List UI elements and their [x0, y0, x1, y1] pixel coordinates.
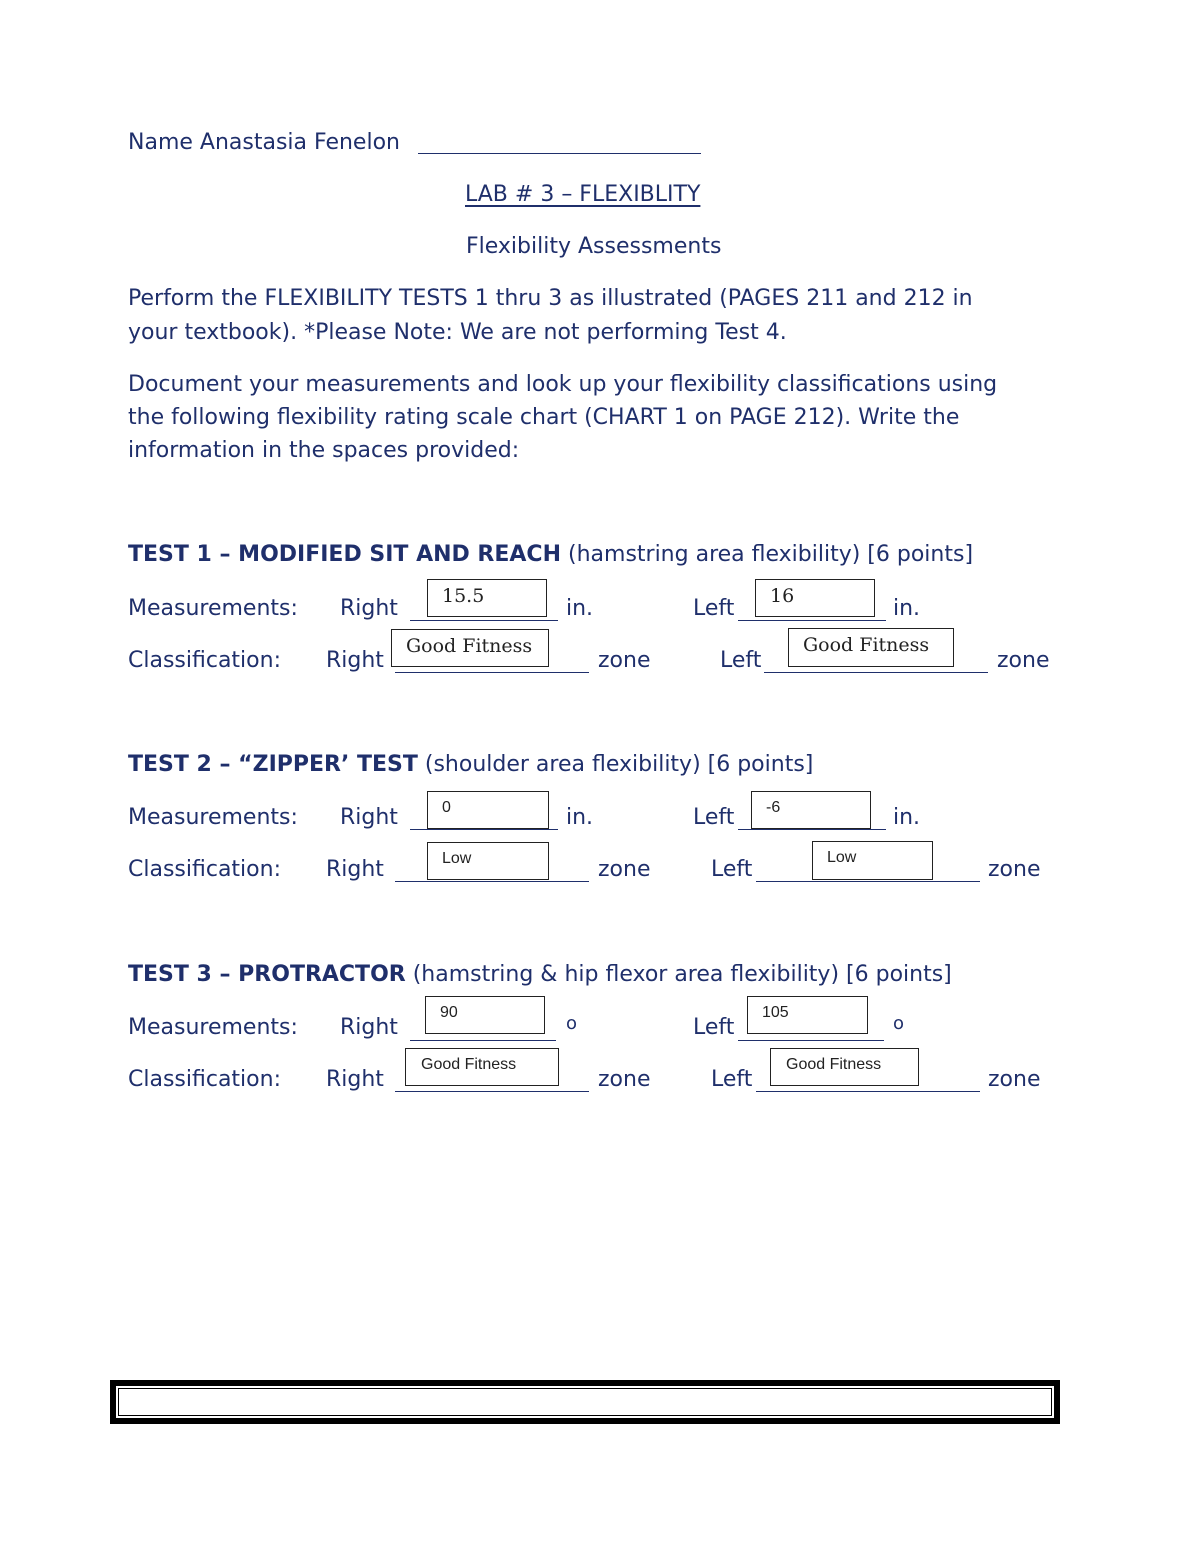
- test2-class-right-unit: zone: [598, 857, 651, 882]
- test2-right-measure-line: [410, 829, 558, 830]
- test3-left-measurement-field[interactable]: 105: [747, 996, 868, 1034]
- test2-class-right-line: [395, 881, 589, 882]
- test2-classification-label: Classification:: [128, 857, 281, 882]
- test1-heading: TEST 1 – MODIFIED SIT AND REACH: [128, 542, 561, 567]
- test2-left-measure-line: [738, 829, 886, 830]
- test1-class-right-label: Right: [326, 648, 384, 673]
- name-underline: [418, 153, 701, 154]
- test3-right-unit: o: [566, 1013, 578, 1034]
- test1-right-unit: in.: [566, 596, 594, 621]
- name-label: Name Anastasia Fenelon: [128, 130, 400, 155]
- test3-class-right-label: Right: [326, 1067, 384, 1092]
- test1-class-left-unit: zone: [997, 648, 1050, 673]
- test1-right-measurement-field[interactable]: 15.5: [427, 579, 547, 617]
- test2-left-measurement-field[interactable]: -6: [751, 791, 871, 829]
- test3-heading: TEST 3 – PROTRACTOR: [128, 962, 406, 987]
- test3-left-label: Left: [693, 1015, 735, 1040]
- test1-class-left-line: [764, 672, 988, 673]
- lab-title: LAB # 3 – FLEXIBLITY: [465, 182, 701, 207]
- test3-right-measure-line: [410, 1040, 556, 1041]
- test2-class-left-unit: zone: [988, 857, 1041, 882]
- test2-right-classification-field[interactable]: Low: [427, 842, 549, 880]
- test1-left-classification-field[interactable]: Good Fitness: [788, 628, 954, 667]
- test3-right-label: Right: [340, 1015, 398, 1040]
- test3-class-right-line: [395, 1091, 589, 1092]
- test1-left-measure-line: [738, 620, 886, 621]
- test2-description: (shoulder area flexibility) [6 points]: [424, 752, 814, 777]
- test2-right-label: Right: [340, 805, 398, 830]
- test1-left-unit: in.: [893, 596, 921, 621]
- test2-heading-row: [128, 751, 813, 779]
- test2-class-left-label: Left: [711, 857, 753, 882]
- test3-class-right-unit: zone: [598, 1067, 651, 1092]
- instructions-line: information in the spaces provided:: [128, 438, 520, 463]
- test1-measurements-label: Measurements:: [128, 596, 298, 621]
- test1-class-right-unit: zone: [598, 648, 651, 673]
- test3-right-measurement-field[interactable]: 90: [425, 996, 545, 1034]
- test1-class-right-line: [395, 672, 589, 673]
- test1-left-label: Left: [693, 596, 735, 621]
- test3-right-classification-field[interactable]: Good Fitness: [405, 1048, 559, 1086]
- test3-heading-row: [128, 961, 952, 989]
- test3-class-left-line: [756, 1091, 980, 1092]
- lab-subtitle: Flexibility Assessments: [466, 234, 722, 259]
- test2-right-unit: in.: [566, 805, 594, 830]
- instructions-line: the following flexibility rating scale chart (CHART 1 on PAGE 212). Write the: [128, 405, 960, 430]
- test3-left-measure-line: [738, 1040, 884, 1041]
- test3-description: (hamstring & hip flexor area flexibility) [6 points]: [412, 962, 952, 987]
- test2-left-classification-field[interactable]: Low: [812, 841, 933, 880]
- footer-border-box: [110, 1380, 1060, 1424]
- test3-class-left-unit: zone: [988, 1067, 1041, 1092]
- instructions-line: Perform the FLEXIBILITY TESTS 1 thru 3 as illustrated (PAGES 211 and 212 in: [128, 286, 973, 311]
- test2-class-right-label: Right: [326, 857, 384, 882]
- test1-left-measurement-field[interactable]: 16: [755, 579, 875, 617]
- test2-left-label: Left: [693, 805, 735, 830]
- test1-heading-row: [128, 541, 973, 569]
- test3-measurements-label: Measurements:: [128, 1015, 298, 1040]
- test1-right-label: Right: [340, 596, 398, 621]
- test3-classification-label: Classification:: [128, 1067, 281, 1092]
- test1-right-classification-field[interactable]: Good Fitness: [391, 629, 549, 667]
- test2-measurements-label: Measurements:: [128, 805, 298, 830]
- instructions-line: your textbook). *Please Note: We are not performing Test 4.: [128, 320, 787, 345]
- instructions-line: Document your measurements and look up your flexibility classifications using: [128, 372, 998, 397]
- test3-class-left-label: Left: [711, 1067, 753, 1092]
- test2-heading: TEST 2 – “ZIPPER’ TEST: [128, 752, 418, 777]
- test1-right-measure-line: [410, 620, 558, 621]
- test1-description: (hamstring area flexibility) [6 points]: [568, 542, 974, 567]
- test1-classification-label: Classification:: [128, 648, 281, 673]
- test1-class-left-label: Left: [720, 648, 762, 673]
- test3-left-classification-field[interactable]: Good Fitness: [770, 1048, 919, 1086]
- test2-left-unit: in.: [893, 805, 921, 830]
- test2-right-measurement-field[interactable]: 0: [427, 791, 549, 829]
- test2-class-left-line: [756, 881, 980, 882]
- test3-left-unit: o: [893, 1013, 905, 1034]
